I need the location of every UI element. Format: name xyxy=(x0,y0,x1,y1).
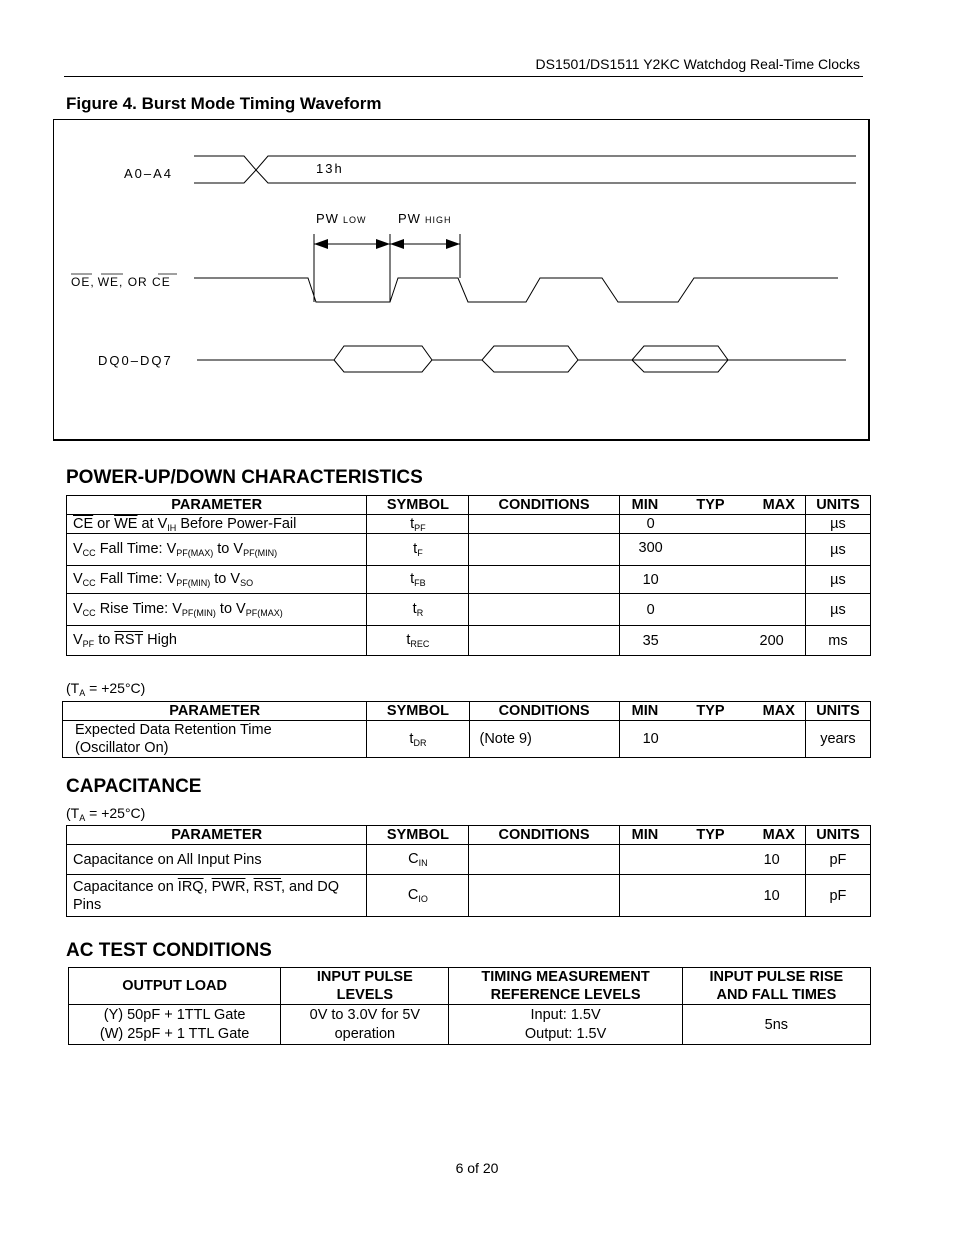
units-cell: µs xyxy=(805,515,870,534)
table-row xyxy=(67,845,871,875)
retention-table xyxy=(62,701,871,758)
param-cell: $V_{CC}$ Fall Time: $V_{PF(MAX)}$ to $V_{PF(MIN)}$ xyxy=(67,534,367,566)
col-header-units: UNITS xyxy=(805,702,870,721)
col-header-output-load: OUTPUT LOAD xyxy=(69,968,281,1005)
addr-line-top xyxy=(194,156,856,170)
data-bus-2 xyxy=(432,346,578,372)
symbol-cell: $t_R$ xyxy=(367,594,469,626)
capacitance-table xyxy=(66,825,871,917)
table-row xyxy=(69,1005,871,1045)
data-bus-3 xyxy=(578,346,846,372)
symbol-cell: $t_{FB}$ xyxy=(367,566,469,594)
figure-title: Figure 4. Burst Mode Timing Waveform xyxy=(66,94,382,113)
col-header-input-pulse-levels: INPUT PULSE LEVELS xyxy=(281,968,449,1005)
units-cell: pF xyxy=(805,875,870,917)
units-cell: pF xyxy=(805,845,870,875)
col-header-units: UNITS xyxy=(805,826,870,845)
rise-fall-cell: 5ns xyxy=(682,1005,870,1045)
param-cell: Capacitance on All Input Pins xyxy=(67,845,367,875)
table-row xyxy=(67,566,871,594)
col-header-symbol: SYMBOL xyxy=(367,496,469,515)
ac-test-table xyxy=(68,967,871,1045)
timing-waveform xyxy=(54,120,868,439)
value-cell: 10 xyxy=(619,721,805,758)
addr-line-bottom xyxy=(194,170,856,183)
conditions-cell xyxy=(469,875,619,917)
col-header-units: UNITS xyxy=(805,496,870,515)
timing-figure xyxy=(53,119,870,441)
col-header-symbol: SYMBOL xyxy=(367,702,469,721)
units-cell: µs xyxy=(805,594,870,626)
value-cell: 10 xyxy=(619,845,805,875)
param-cell: $V_{PF}$ to $\overline{RST}$ High xyxy=(67,626,367,656)
col-header-min-typ-max: MIN TYP MAX xyxy=(619,826,805,845)
col-header-timing-reference: TIMING MEASUREMENT REFERENCE LEVELS xyxy=(449,968,682,1005)
units-cell: µs xyxy=(805,534,870,566)
table-row xyxy=(67,875,871,917)
symbol-cell: $t_F$ xyxy=(367,534,469,566)
table-row xyxy=(67,534,871,566)
value-cell: 0 xyxy=(619,515,805,534)
signal-label-control: OE, WE, OR CE xyxy=(71,275,171,289)
capacitance-section-title: CAPACITANCE xyxy=(66,776,202,797)
conditions-cell xyxy=(469,594,619,626)
ac-section-title: AC TEST CONDITIONS xyxy=(66,940,272,961)
arrowhead xyxy=(446,239,460,249)
pw-high-label: PW HIGH xyxy=(398,211,452,226)
value-cell: 10 xyxy=(619,875,805,917)
conditions-cell xyxy=(469,566,619,594)
col-header-conditions: CONDITIONS xyxy=(469,496,619,515)
col-header-min-typ-max: MIN TYP MAX xyxy=(619,702,805,721)
symbol-cell: $t_{PF}$ xyxy=(367,515,469,534)
param-cell: $V_{CC}$ Fall Time: $V_{PF(MIN)}$ to $V_{SO}$ xyxy=(67,566,367,594)
param-cell: $V_{CC}$ Rise Time: $V_{PF(MIN)}$ to $V_{PF(MAX)}$ xyxy=(67,594,367,626)
arrowhead xyxy=(376,239,390,249)
capacitance-conditions-note: $(T_A = +25^\circ C)$ xyxy=(66,805,146,823)
units-cell: years xyxy=(805,721,870,758)
power-table xyxy=(66,495,871,656)
param-cell: Capacitance on $\overline{IRQ}$, $\overline{PWR}$, $\overline{RST}$, and DQ Pins xyxy=(67,875,367,917)
conditions-cell xyxy=(469,534,619,566)
conditions-cell xyxy=(469,845,619,875)
units-cell: ms xyxy=(805,626,870,656)
retention-conditions-note: $(T_A = +25^\circ C)$ xyxy=(66,680,146,698)
running-header: DS1501/DS1511 Y2KC Watchdog Real-Time Clocks xyxy=(535,56,860,72)
table-row xyxy=(67,626,871,656)
col-header-conditions: CONDITIONS xyxy=(469,702,619,721)
param-cell: $\overline{CE}$ or $\overline{WE}$ at $V_{IH}$ Before Power-Fail xyxy=(67,515,367,534)
col-header-conditions: CONDITIONS xyxy=(469,826,619,845)
conditions-cell xyxy=(469,626,619,656)
signal-label-data: DQ0–DQ7 xyxy=(98,353,173,368)
value-cell: 0 xyxy=(619,594,805,626)
power-section-title: POWER-UP/DOWN CHARACTERISTICS xyxy=(66,467,423,488)
col-header-parameter: PARAMETER xyxy=(63,702,367,721)
reference-levels-cell: Input: 1.5V Output: 1.5V xyxy=(449,1005,682,1045)
arrowhead xyxy=(390,239,404,249)
pulse-levels-cell: 0V to 3.0V for 5V operation xyxy=(281,1005,449,1045)
table-row xyxy=(63,721,871,758)
symbol-cell: $t_{REC}$ xyxy=(367,626,469,656)
header-rule xyxy=(64,76,863,77)
units-cell: µs xyxy=(805,566,870,594)
col-header-rise-fall: INPUT PULSE RISE AND FALL TIMES xyxy=(682,968,870,1005)
col-header-symbol: SYMBOL xyxy=(367,826,469,845)
symbol-cell: $C_{IN}$ xyxy=(367,845,469,875)
signal-label-address: A0–A4 xyxy=(124,166,174,181)
value-cell: 300 xyxy=(619,534,805,566)
page-number: 6 of 20 xyxy=(455,1160,499,1176)
symbol-cell: $C_{IO}$ xyxy=(367,875,469,917)
output-load-cell: (Y) 50pF + 1TTL Gate (W) 25pF + 1 TTL Gate xyxy=(69,1005,281,1045)
symbol-cell: $t_{DR}$ xyxy=(367,721,469,758)
table-row xyxy=(67,515,871,534)
param-cell: Expected Data Retention Time (Oscillator On) xyxy=(63,721,367,758)
conditions-cell: (Note 9) xyxy=(469,721,619,758)
arrowhead xyxy=(314,239,328,249)
value-cell: 35 200 xyxy=(619,626,805,656)
value-cell: 10 xyxy=(619,566,805,594)
col-header-min-typ-max: MIN TYP MAX xyxy=(619,496,805,515)
pw-low-label: PW LOW xyxy=(316,211,367,226)
ctrl-waveform xyxy=(194,278,838,302)
data-bus-1 xyxy=(197,346,432,372)
col-header-parameter: PARAMETER xyxy=(67,826,367,845)
table-row xyxy=(67,594,871,626)
address-value: 13h xyxy=(316,161,344,176)
col-header-parameter: PARAMETER xyxy=(67,496,367,515)
conditions-cell xyxy=(469,515,619,534)
